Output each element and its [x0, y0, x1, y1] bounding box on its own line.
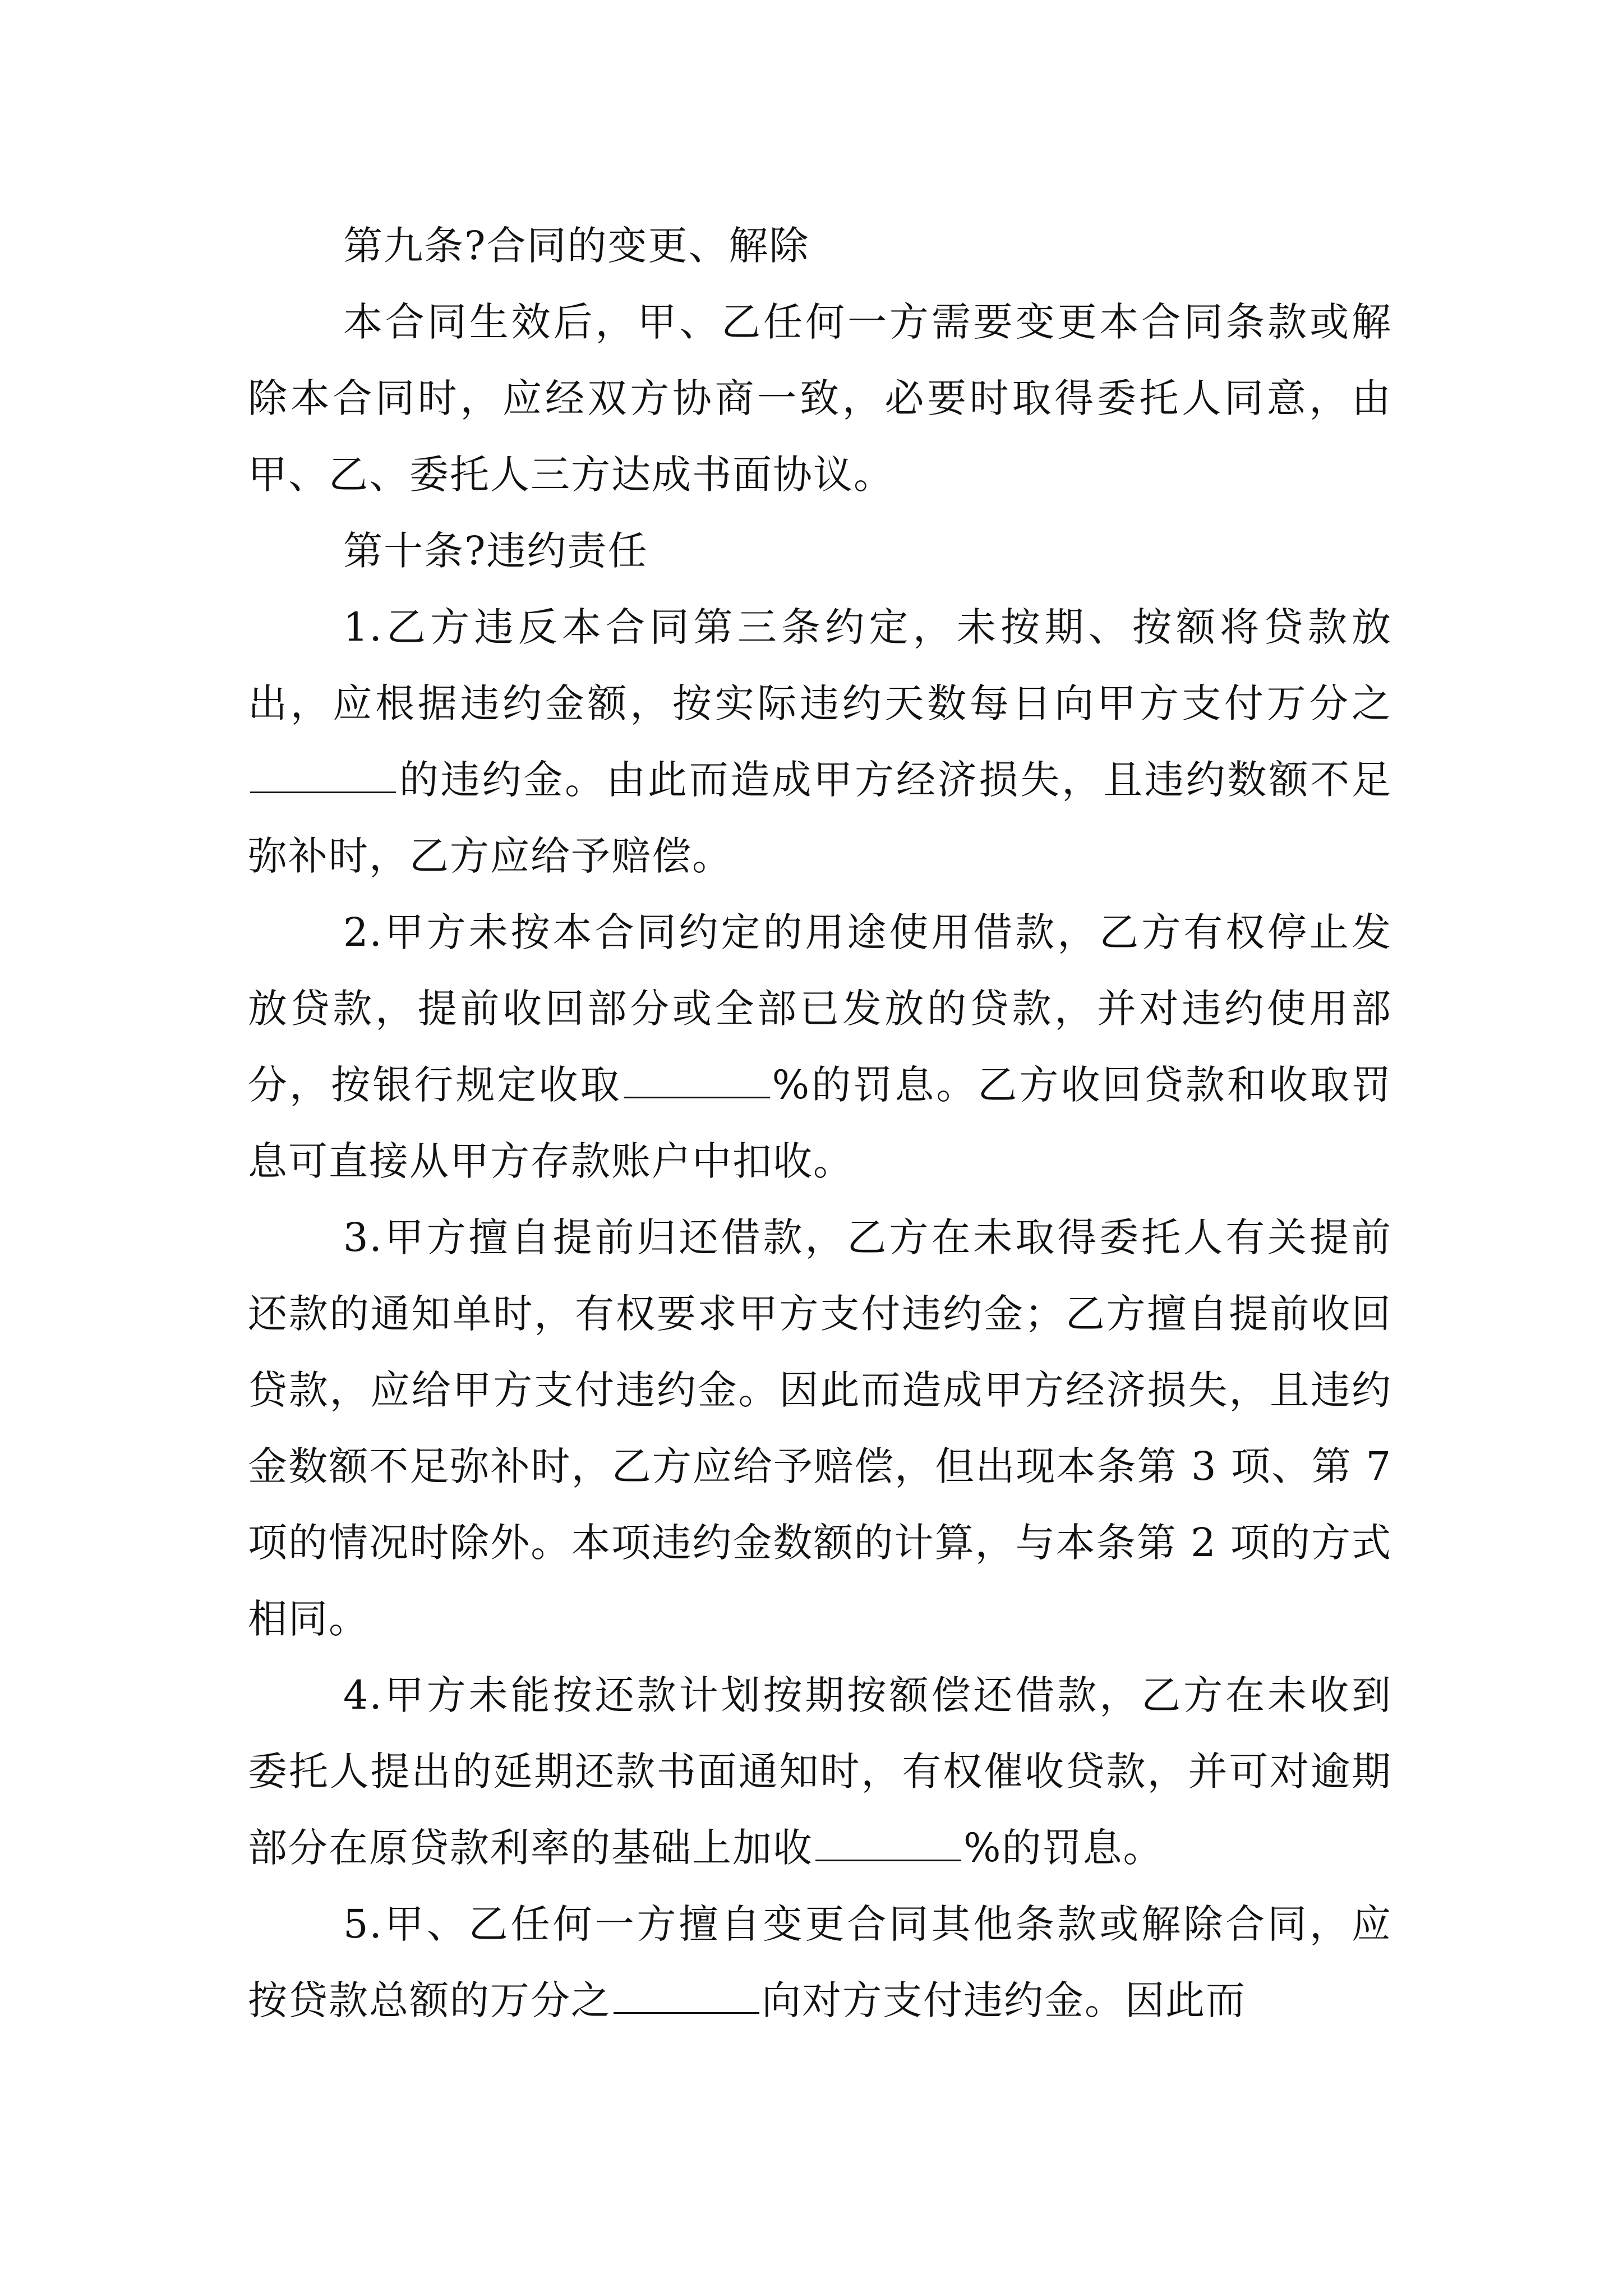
clause-item-1-text-after: 的违约金。由此而造成甲方经济损失，且违约数额不足弥补时，乙方应给予赔偿。: [248, 757, 1392, 879]
clause-item-4: [248, 1657, 1392, 1886]
clause-item-5: [248, 1886, 1392, 2039]
clause-item-1-text-before: 1.乙方违反本合同第三条约定，未按期、按额将贷款放出，应根据违约金额，按实际违约天数每日向甲方支付万分之: [248, 604, 1392, 726]
fill-in-blank: [624, 1063, 770, 1098]
clause-item-4-text-after: %的罚息。: [963, 1825, 1164, 1871]
section-10-heading: 第十条?违约责任: [343, 528, 648, 574]
fill-in-blank: [614, 1978, 759, 2014]
section-9-heading: 第九条?合同的变更、解除: [343, 223, 810, 269]
fill-in-blank: [815, 1826, 961, 1861]
clause-item-5-text-after: 向对方支付违约金。因此而: [762, 1977, 1246, 2023]
fill-in-blank: [250, 758, 396, 793]
section-9-paragraph: 本合同生效后，甲、乙任何一方需要变更本合同条款或解除本合同时，应经双方协商一致，必要时取得委托人同意，由甲、乙、委托人三方达成书面协议。: [248, 299, 1392, 498]
clause-item-2-text-before: 2.甲方未按本合同约定的用途使用借款，乙方有权停止发放贷款，提前收回部分或全部已发放的贷款，并对违约使用部分，按银行规定收取: [248, 909, 1392, 1108]
document-body: [248, 208, 1392, 2039]
clause-item-3: 3.甲方擅自提前归还借款，乙方在未取得委托人有关提前还款的通知单时，有权要求甲方支付违约金；乙方擅自提前收回贷款，应给甲方支付违约金。因此而造成甲方经济损失，且违约金数额不足弥补时，乙方应给予赔偿，但出现本条第 3 项、第 7 项的情况时除外。本项违约金数额的计算，与本条第 2 项的方式相同。: [248, 1214, 1392, 1642]
clause-item-4-text-before: 4.甲方未能按还款计划按期按额偿还借款，乙方在未收到委托人提出的延期还款书面通知时，有权催收贷款，并可对逾期部分在原贷款利率的基础上加收: [248, 1672, 1392, 1871]
clause-item-2-text-after: %的罚息。乙方收回贷款和收取罚息可直接从甲方存款账户中扣收。: [248, 1062, 1393, 1184]
clause-item-5-text-before: 5.甲、乙任何一方擅自变更合同其他条款或解除合同，应按贷款总额的万分之: [248, 1901, 1392, 2023]
clause-item-2: [248, 894, 1392, 1199]
clause-item-1: [248, 589, 1392, 894]
